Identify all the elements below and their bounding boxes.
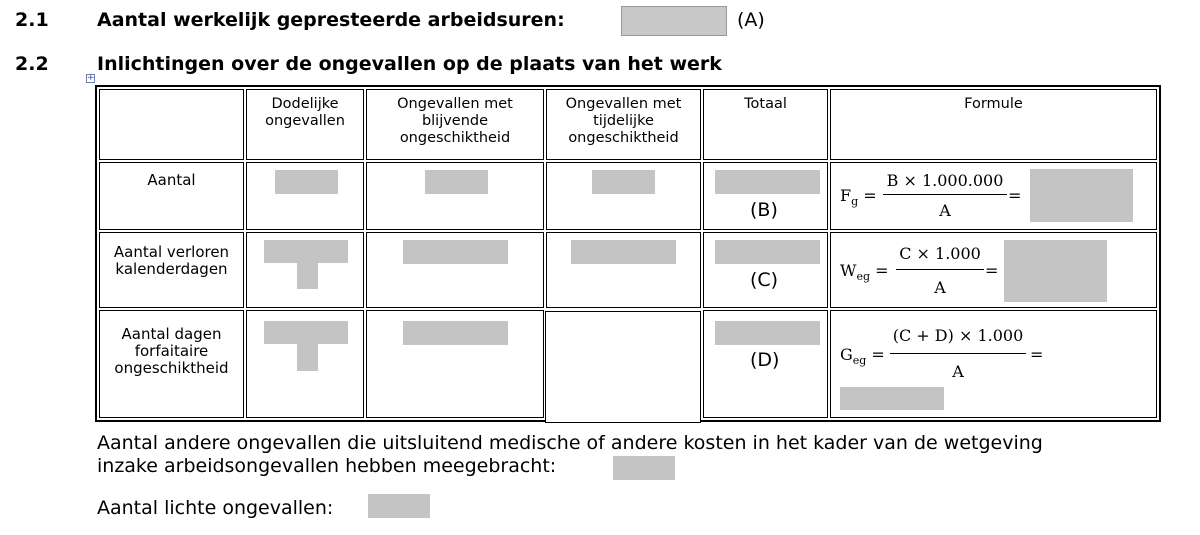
lost-temporary-input[interactable] [571, 240, 676, 264]
row-count-label: Aantal [147, 171, 196, 189]
count-total-input[interactable] [715, 170, 820, 194]
count-deaths-input[interactable] [275, 170, 338, 194]
row-flat-label: Aantal dagen forfaitaire ongeschiktheid [114, 325, 229, 377]
other-accidents-line2: inzake arbeidsongevallen hebben meegebracht: [97, 455, 557, 477]
lost-deaths-input-stem [297, 263, 318, 289]
count-temporary-input[interactable] [592, 170, 655, 194]
flat-permanent-input[interactable] [403, 321, 508, 345]
section-2-1-number: 2.1 [15, 9, 49, 31]
work-hours-suffix: (A) [737, 9, 765, 31]
light-accidents-input[interactable] [368, 494, 430, 518]
row-lost-label: Aantal verloren kalenderdagen [113, 243, 230, 278]
count-permanent-input[interactable] [425, 170, 488, 194]
section-2-1-title: Aantal werkelijk gepresteerde arbeidsuren: [97, 9, 565, 31]
fg-result-input[interactable] [1030, 169, 1133, 222]
section-2-2-number: 2.2 [15, 53, 49, 75]
lost-total-letter: (C) [750, 269, 779, 291]
formula-weg: $W_{eg}$ = C × 1.000 A = [840, 244, 999, 297]
flat-deaths-input[interactable] [264, 321, 348, 344]
row-flat-temporary-cell [545, 311, 701, 423]
header-permanent: Ongevallen met blijvende ongeschiktheid [397, 96, 513, 146]
count-total-letter: (B) [750, 199, 778, 221]
flat-deaths-input-stem [297, 344, 318, 371]
lost-total-input[interactable] [715, 240, 820, 264]
expand-icon[interactable]: + [87, 73, 95, 83]
header-empty-cell [99, 89, 244, 160]
formula-fg: $F_g$ = B × 1.000.000 A = [840, 171, 1022, 220]
weg-result-input[interactable] [1004, 240, 1107, 302]
work-hours-input[interactable] [621, 6, 727, 36]
section-2-2-title: Inlichtingen over de ongevallen op de plaats van het werk [97, 53, 722, 75]
header-deaths: Dodelijke ongevallen [265, 96, 345, 129]
lost-deaths-input[interactable] [264, 240, 348, 263]
formula-geg: $G_{eg}$ = (C + D) × 1.000 A = [840, 326, 1044, 381]
header-formula: Formule [964, 96, 1023, 112]
header-temporary: Ongevallen met tijdelijke ongeschiktheid [565, 96, 682, 146]
light-accidents-label: Aantal lichte ongevallen: [97, 497, 334, 519]
other-accidents-input[interactable] [613, 456, 675, 480]
flat-total-input[interactable] [715, 321, 820, 345]
geg-result-input[interactable] [840, 387, 944, 410]
lost-permanent-input[interactable] [403, 240, 508, 264]
flat-total-letter: (D) [750, 349, 780, 371]
other-accidents-line1: Aantal andere ongevallen die uitsluitend medische of andere kosten in het kader van de wetgeving [97, 432, 1043, 454]
header-total: Totaal [744, 96, 787, 112]
